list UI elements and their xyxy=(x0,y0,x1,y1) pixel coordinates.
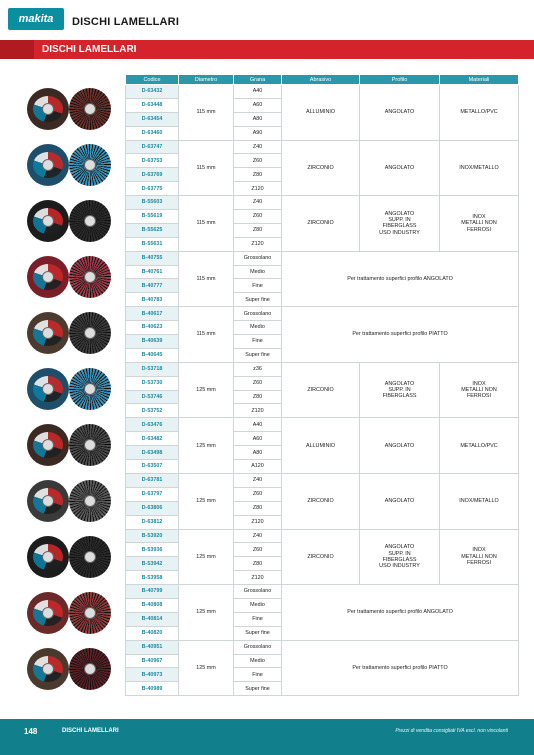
table-row xyxy=(126,362,519,376)
column-header-diametro: Diametro xyxy=(179,75,234,85)
grit-cell: Z120 xyxy=(234,182,282,196)
grit-cell: A60 xyxy=(234,432,282,446)
grit-cell: Grossolano xyxy=(234,251,282,265)
flap-disc-icon xyxy=(27,480,119,522)
product-code: B-55631 xyxy=(126,237,179,251)
product-code: D-63769 xyxy=(126,168,179,182)
materials-cell: INOX METALLI NON FERROSI xyxy=(440,362,519,418)
product-code: D-53752 xyxy=(126,404,179,418)
product-code: B-55625 xyxy=(126,223,179,237)
product-code: B-40951 xyxy=(126,640,179,654)
flap-disc-front-icon xyxy=(27,480,69,522)
product-code: B-53936 xyxy=(126,543,179,557)
column-header-profilo: Profilo xyxy=(360,75,440,85)
flap-disc-back-icon xyxy=(69,480,111,522)
flap-disc-icon xyxy=(27,424,119,466)
disc-hub xyxy=(84,439,96,451)
product-code: B-53958 xyxy=(126,571,179,585)
product-code: D-63753 xyxy=(126,154,179,168)
grit-cell: Z40 xyxy=(234,529,282,543)
grit-cell: Z40 xyxy=(234,473,282,487)
flap-disc-back-icon xyxy=(69,144,111,186)
product-code: B-40989 xyxy=(126,682,179,696)
flap-disc-back-icon xyxy=(69,256,111,298)
grit-cell: Super fine xyxy=(234,626,282,640)
abrasive-cell: ZIRCONIO xyxy=(282,473,360,529)
product-code: D-53730 xyxy=(126,376,179,390)
flap-disc-front-icon xyxy=(27,648,69,690)
materials-cell: INOX/METALLO xyxy=(440,140,519,196)
abrasive-cell: ALLUMINIO xyxy=(282,85,360,141)
profile-cell: ANGOLATO xyxy=(360,418,440,474)
flap-disc-back-icon xyxy=(69,592,111,634)
disc-hub xyxy=(84,383,96,395)
grit-cell: Grossolano xyxy=(234,585,282,599)
disc-hub xyxy=(84,663,96,675)
abrasive-cell: ZIRCONIO xyxy=(282,529,360,585)
usage-note-cell: Per trattamento superfici profilo ANGOLATO xyxy=(282,251,519,307)
grit-cell: Fine xyxy=(234,335,282,349)
table-body xyxy=(126,85,519,696)
flap-disc-icon xyxy=(27,536,119,578)
grit-cell: Grossolano xyxy=(234,640,282,654)
grit-cell: Grossolano xyxy=(234,307,282,321)
disc-hub xyxy=(84,327,96,339)
grit-cell: z36 xyxy=(234,362,282,376)
profile-cell: ANGOLATO SUPP. IN FIBERGLASS USO INDUSTRY xyxy=(360,196,440,252)
materials-cell: INOX/METALLO xyxy=(440,473,519,529)
flap-disc-icon xyxy=(27,88,119,130)
abrasive-cell: ZIRCONIO xyxy=(282,362,360,418)
grit-cell: A80 xyxy=(234,112,282,126)
diameter-cell: 115 mm xyxy=(179,307,234,363)
flap-disc-front-icon xyxy=(27,312,69,354)
product-code: D-63806 xyxy=(126,501,179,515)
product-code: D-63432 xyxy=(126,85,179,99)
profile-cell: ANGOLATO xyxy=(360,473,440,529)
grit-cell: Fine xyxy=(234,612,282,626)
product-code: B-40755 xyxy=(126,251,179,265)
section-title: DISCHI LAMELLARI xyxy=(42,44,137,55)
disc-hub xyxy=(42,663,54,675)
page-title: DISCHI LAMELLARI xyxy=(72,16,180,28)
table-row xyxy=(126,251,519,265)
flap-disc-front-icon xyxy=(27,536,69,578)
product-code: D-63476 xyxy=(126,418,179,432)
grit-cell: Fine xyxy=(234,279,282,293)
grit-cell: Z80 xyxy=(234,168,282,182)
table-row xyxy=(126,529,519,543)
grit-cell: Z40 xyxy=(234,196,282,210)
grit-cell: Z80 xyxy=(234,390,282,404)
usage-note-cell: Per trattamento superfici profilo ANGOLATO xyxy=(282,585,519,641)
table-row xyxy=(126,307,519,321)
disc-hub xyxy=(84,551,96,563)
flap-disc-icon xyxy=(27,648,119,690)
product-code: D-63507 xyxy=(126,460,179,474)
grit-cell: Medio xyxy=(234,654,282,668)
product-code: D-63498 xyxy=(126,446,179,460)
table-row xyxy=(126,418,519,432)
flap-disc-back-icon xyxy=(69,424,111,466)
product-code: B-40808 xyxy=(126,598,179,612)
disc-hub xyxy=(42,495,54,507)
diameter-cell: 125 mm xyxy=(179,473,234,529)
flap-disc-front-icon xyxy=(27,592,69,634)
table-row xyxy=(126,640,519,654)
disc-hub xyxy=(42,159,54,171)
materials-cell: INOX METALLI NON FERROSI xyxy=(440,196,519,252)
grit-cell: Medio xyxy=(234,321,282,335)
product-code: B-40783 xyxy=(126,293,179,307)
materials-cell: METALLO/PVC xyxy=(440,418,519,474)
disc-hub xyxy=(84,495,96,507)
flap-disc-back-icon xyxy=(69,648,111,690)
diameter-cell: 125 mm xyxy=(179,640,234,696)
footer xyxy=(0,719,534,755)
grit-cell: A40 xyxy=(234,418,282,432)
disc-hub xyxy=(42,103,54,115)
product-code: B-53942 xyxy=(126,557,179,571)
materials-cell: INOX METALLI NON FERROSI xyxy=(440,529,519,585)
flap-disc-icon xyxy=(27,368,119,410)
table-row xyxy=(126,196,519,210)
product-code: B-40820 xyxy=(126,626,179,640)
footer-note: Prezzi di vendita consigliati IVA escl. non vincolanti xyxy=(395,728,508,734)
flap-disc-front-icon xyxy=(27,424,69,466)
product-code: B-53920 xyxy=(126,529,179,543)
usage-note-cell: Per trattamento superfici profilo PIATTO xyxy=(282,640,519,696)
flap-disc-front-icon xyxy=(27,144,69,186)
usage-note-cell: Per trattamento superfici profilo PIATTO xyxy=(282,307,519,363)
disc-hub xyxy=(42,607,54,619)
profile-cell: ANGOLATO xyxy=(360,85,440,141)
grit-cell: Z60 xyxy=(234,154,282,168)
flap-disc-back-icon xyxy=(69,312,111,354)
page-number: 148 xyxy=(24,727,38,736)
diameter-cell: 115 mm xyxy=(179,85,234,141)
flap-disc-icon xyxy=(27,144,119,186)
top-header xyxy=(0,0,534,38)
flap-disc-front-icon xyxy=(27,200,69,242)
flap-disc-icon xyxy=(27,200,119,242)
grit-cell: Z120 xyxy=(234,237,282,251)
table-row xyxy=(126,585,519,599)
disc-hub xyxy=(84,103,96,115)
table-row xyxy=(126,140,519,154)
grit-cell: Z80 xyxy=(234,557,282,571)
product-code: B-40639 xyxy=(126,335,179,349)
materials-cell: METALLO/PVC xyxy=(440,85,519,141)
section-band-accent xyxy=(0,40,34,59)
abrasive-cell: ZIRCONIO xyxy=(282,196,360,252)
product-code: D-63797 xyxy=(126,487,179,501)
product-code: B-40761 xyxy=(126,265,179,279)
grit-cell: Z60 xyxy=(234,543,282,557)
flap-disc-icon xyxy=(27,592,119,634)
disc-hub xyxy=(42,271,54,283)
product-code: B-40777 xyxy=(126,279,179,293)
grit-cell: A40 xyxy=(234,85,282,99)
product-code: D-63812 xyxy=(126,515,179,529)
product-code: B-40799 xyxy=(126,585,179,599)
abrasive-cell: ZIRCONIO xyxy=(282,140,360,196)
product-code: D-63747 xyxy=(126,140,179,154)
flap-disc-front-icon xyxy=(27,256,69,298)
grit-cell: Z120 xyxy=(234,404,282,418)
flap-disc-back-icon xyxy=(69,536,111,578)
grit-cell: Medio xyxy=(234,598,282,612)
flap-disc-back-icon xyxy=(69,200,111,242)
product-code: D-63460 xyxy=(126,126,179,140)
disc-hub xyxy=(84,159,96,171)
disc-hub xyxy=(84,607,96,619)
table-row xyxy=(126,85,519,99)
grit-cell: Super fine xyxy=(234,293,282,307)
product-code: B-40645 xyxy=(126,348,179,362)
grit-cell: Z120 xyxy=(234,515,282,529)
product-code: D-63781 xyxy=(126,473,179,487)
disc-hub xyxy=(84,215,96,227)
diameter-cell: 115 mm xyxy=(179,196,234,252)
abrasive-cell: ALLUMINIO xyxy=(282,418,360,474)
product-code: B-55603 xyxy=(126,196,179,210)
grit-cell: Super fine xyxy=(234,682,282,696)
table-header-row xyxy=(126,75,519,85)
product-code: B-40967 xyxy=(126,654,179,668)
column-header-materiali: Materiali xyxy=(440,75,519,85)
grit-cell: Z120 xyxy=(234,571,282,585)
column-header-grana: Grana xyxy=(234,75,282,85)
grit-cell: Z40 xyxy=(234,140,282,154)
product-code: D-63775 xyxy=(126,182,179,196)
grit-cell: A90 xyxy=(234,126,282,140)
grit-cell: A80 xyxy=(234,446,282,460)
section-band xyxy=(0,40,534,59)
flap-disc-back-icon xyxy=(69,88,111,130)
grit-cell: A60 xyxy=(234,98,282,112)
diameter-cell: 125 mm xyxy=(179,362,234,418)
grit-cell: A120 xyxy=(234,460,282,474)
flap-disc-icon xyxy=(27,312,119,354)
column-header-codice: Codice xyxy=(126,75,179,85)
profile-cell: ANGOLATO SUPP. IN FIBERGLASS xyxy=(360,362,440,418)
disc-hub xyxy=(42,439,54,451)
product-code: D-63448 xyxy=(126,98,179,112)
profile-cell: ANGOLATO xyxy=(360,140,440,196)
diameter-cell: 125 mm xyxy=(179,418,234,474)
diameter-cell: 115 mm xyxy=(179,140,234,196)
grit-cell: Z60 xyxy=(234,487,282,501)
disc-hub xyxy=(42,383,54,395)
column-header-abrasivo: Abrasivo xyxy=(282,75,360,85)
grit-cell: Medio xyxy=(234,265,282,279)
profile-cell: ANGOLATO SUPP. IN FIBERGLASS USO INDUSTRY xyxy=(360,529,440,585)
product-code: B-40623 xyxy=(126,321,179,335)
diameter-cell: 125 mm xyxy=(179,585,234,641)
grit-cell: Fine xyxy=(234,668,282,682)
disc-hub xyxy=(84,271,96,283)
grit-cell: Z60 xyxy=(234,210,282,224)
product-code: B-40617 xyxy=(126,307,179,321)
flap-disc-front-icon xyxy=(27,88,69,130)
product-code: D-63454 xyxy=(126,112,179,126)
grit-cell: Z80 xyxy=(234,223,282,237)
product-table xyxy=(125,74,519,696)
product-code: D-53746 xyxy=(126,390,179,404)
product-code: D-53718 xyxy=(126,362,179,376)
disc-hub xyxy=(42,551,54,563)
footer-section: DISCHI LAMELLARI xyxy=(62,728,119,734)
flap-disc-back-icon xyxy=(69,368,111,410)
table-row xyxy=(126,473,519,487)
flap-disc-front-icon xyxy=(27,368,69,410)
flap-disc-icon xyxy=(27,256,119,298)
grit-cell: Z80 xyxy=(234,501,282,515)
grit-cell: Super fine xyxy=(234,348,282,362)
product-code: B-55619 xyxy=(126,210,179,224)
diameter-cell: 115 mm xyxy=(179,251,234,307)
diameter-cell: 125 mm xyxy=(179,529,234,585)
disc-hub xyxy=(42,215,54,227)
disc-hub xyxy=(42,327,54,339)
grit-cell: Z60 xyxy=(234,376,282,390)
product-code: B-40814 xyxy=(126,612,179,626)
product-code: D-63482 xyxy=(126,432,179,446)
makita-logo: makita xyxy=(8,8,64,30)
product-code: B-40973 xyxy=(126,668,179,682)
